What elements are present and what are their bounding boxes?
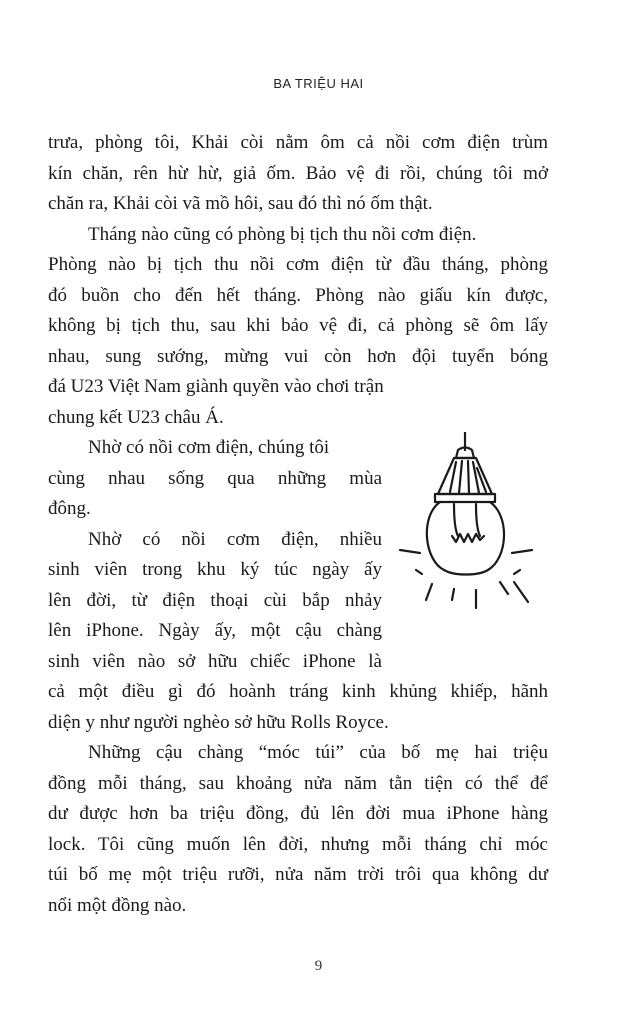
running-header: BA TRIỆU HAI xyxy=(273,76,364,91)
text-line: trưa, phòng tôi, Khải còi nằm ôm cả nồi cơm điện trùm xyxy=(48,132,548,153)
text-line: Tháng nào cũng có phòng bị tịch thu nồi cơm điện. xyxy=(88,223,477,245)
text-line: sinh viên trong khu ký túc ngày ấy xyxy=(48,559,382,580)
text-line: Nhờ có nồi cơm điện, nhiều xyxy=(88,528,382,550)
text-line: Nhờ có nồi cơm điện, chúng tôi xyxy=(88,437,330,458)
text-line: lên đời, từ điện thoại cùi bắp nhảy xyxy=(48,589,382,611)
text-block-top xyxy=(48,128,548,433)
text-line: diện y như người nghèo sở hữu Rolls Royce. xyxy=(48,711,389,733)
text-line: không bị tịch thu, sau khi bảo vệ đi, cả phòng sẽ ôm lấy xyxy=(48,315,548,336)
text-line: nổi một đồng nào. xyxy=(48,894,187,916)
text-line: đó buồn cho đến hết tháng. Phòng nào giấu kín được, xyxy=(48,284,548,306)
text-line: kín chăn, rên hừ hừ, giả ốm. Bảo vệ đi rồi, chúng tôi mở xyxy=(48,162,548,184)
text-line: chung kết U23 châu Á. xyxy=(48,406,224,428)
text-line: đông. xyxy=(48,498,91,519)
bulb-socket-rim xyxy=(435,494,495,502)
text-block-bottom xyxy=(48,677,548,921)
text-line: đá U23 Việt Nam giành quyền vào chơi trận xyxy=(48,376,384,397)
text-line: túi bố mẹ một triệu rưỡi, nửa năm trời trôi qua không dư xyxy=(48,864,548,885)
text-line: Những cậu chàng “móc túi” của bố mẹ hai triệu xyxy=(88,742,548,763)
text-line: chăn ra, Khải còi vã mồ hôi, sau đó thì nó ốm thật. xyxy=(48,193,433,214)
page-number: 9 xyxy=(314,958,323,974)
text-line: lên iPhone. Ngày ấy, một cậu chàng xyxy=(48,620,382,641)
text-line: dư được hơn ba triệu đồng, đủ lên đời mua iPhone hàng xyxy=(48,803,548,824)
text-line: nhau, sung sướng, mừng vui còn hơn đội tuyển bóng xyxy=(48,345,548,367)
text-line: đồng mỗi tháng, sau khoảng nửa năm tằn tiện có thể để xyxy=(48,772,548,794)
text-line: Phòng nào bị tịch thu nồi cơm điện từ đầu tháng, phòng xyxy=(48,254,548,275)
text-line: cả một điều gì đó hoành tráng kinh khủng khiếp, hãnh xyxy=(48,681,548,702)
text-line: cùng nhau sống qua những mùa xyxy=(48,467,382,489)
light-bulb-icon xyxy=(396,432,536,612)
text-line: lock. Tôi cũng muốn lên đời, nhưng mỗi tháng chỉ móc xyxy=(48,833,548,855)
text-line: sinh viên nào sở hữu chiếc iPhone là xyxy=(48,650,382,672)
